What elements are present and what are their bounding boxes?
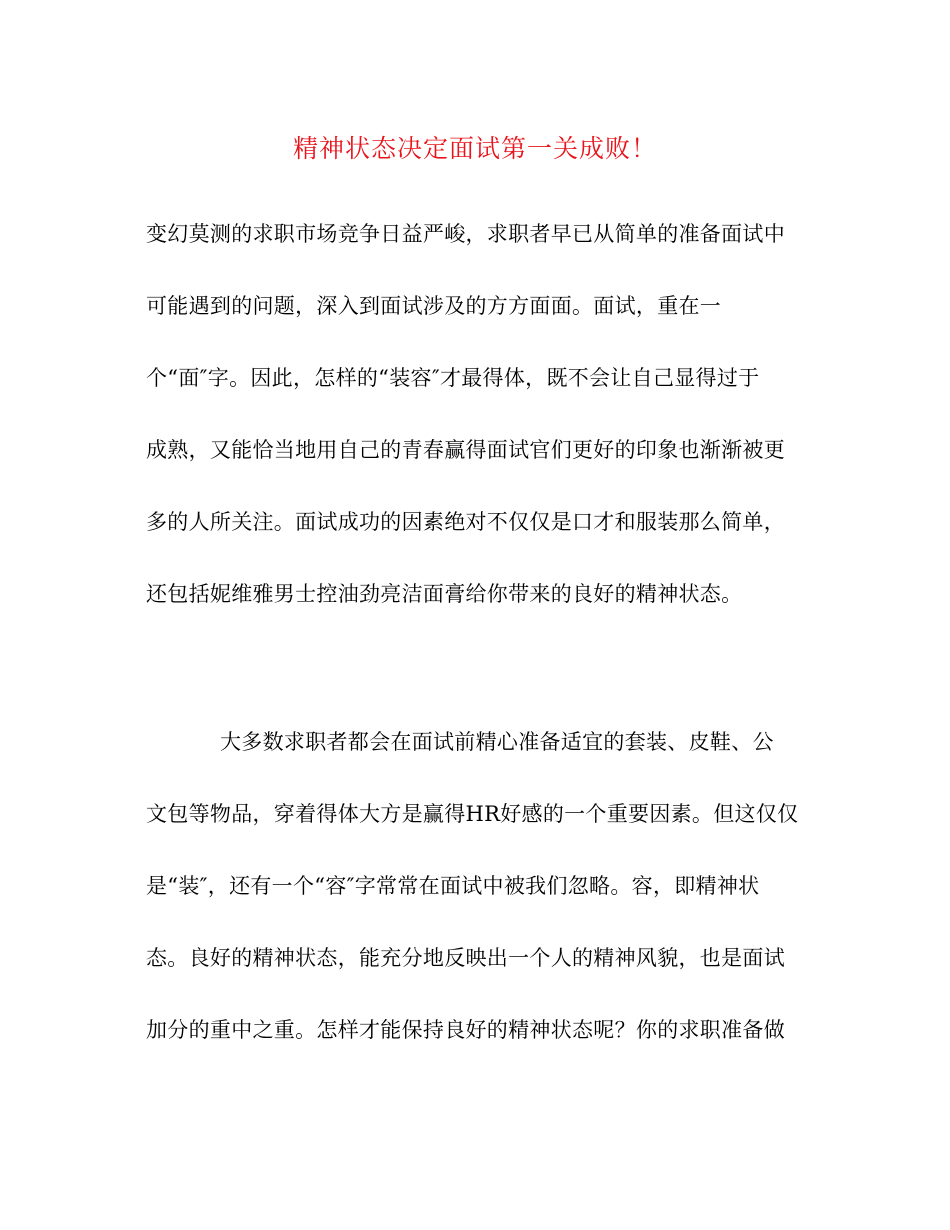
paragraph-line: 大多数求职者都会在面试前精心准备适宜的套装、皮鞋、公 [220, 730, 774, 754]
paragraph-line: 个“面″字。因此，怎样的“装容″才最得体，既不会让自己显得过于 [146, 366, 760, 390]
paragraph-line: 可能遇到的问题，深入到面试涉及的方方面面。面试，重在一 [146, 294, 722, 318]
paragraph-line: 成熟，又能恰当地用自己的青春赢得面试官们更好的印象也渐渐被更 [146, 438, 785, 462]
paragraph-line: 态。良好的精神状态，能充分地反映出一个人的精神风貌，也是面试 [146, 946, 785, 970]
paragraph-line: 多的人所关注。面试成功的因素绝对不仅仅是口才和服装那么简单， [146, 510, 785, 534]
paragraph-line: 变幻莫测的求职市场竞争日益严峻，求职者早已从简单的准备面试中 [146, 222, 785, 246]
paragraph-line: 加分的重中之重。怎样才能保持良好的精神状态呢？你的求职准备做 [146, 1018, 785, 1042]
paragraph-line: 还包括妮维雅男士控油劲亮洁面膏给你带来的良好的精神状态。 [146, 582, 743, 606]
document-title: 精神状态决定面试第一关成败！ [292, 134, 657, 163]
paragraph-line: 文包等物品，穿着得体大方是赢得HR好感的一个重要因素。但这仅仅 [146, 802, 799, 826]
paragraph-line: 是“装″，还有一个“容″字常常在面试中被我们忽略。容，即精神状 [146, 874, 760, 898]
